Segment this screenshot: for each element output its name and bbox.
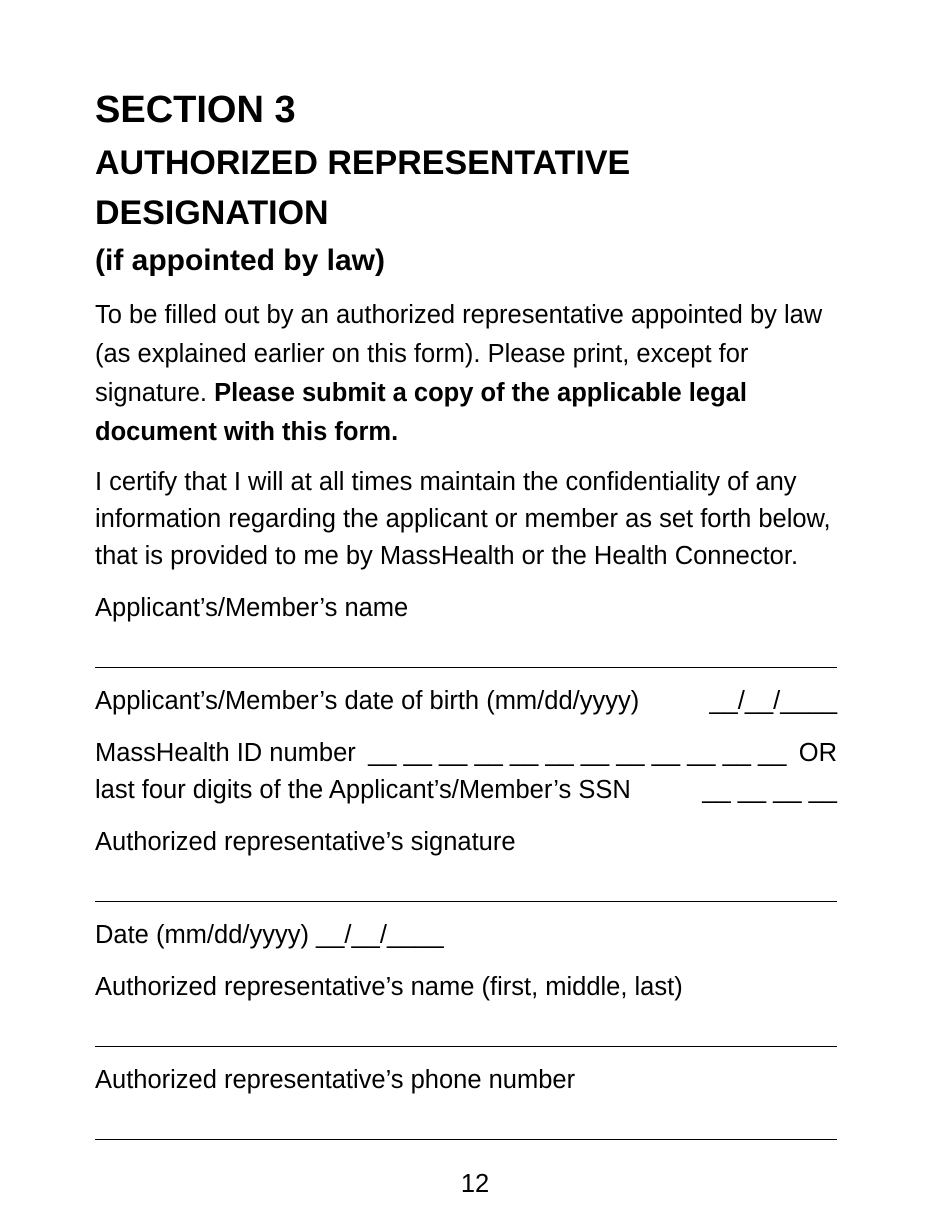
date-label: Date (mm/dd/yyyy) — [95, 921, 309, 949]
date-input-blank[interactable]: __/__/____ — [316, 921, 444, 949]
ssn-input-blank[interactable]: __ __ __ __ — [702, 776, 837, 804]
rep-phone-label: Authorized representative’s phone number — [95, 1066, 576, 1094]
member-name-input-line[interactable] — [95, 627, 837, 668]
masshealth-id-input-blank[interactable]: __ __ __ __ __ __ __ __ __ __ __ __ — [368, 739, 787, 767]
signature-input-line[interactable] — [95, 861, 837, 902]
masshealth-id-label: MassHealth ID number — [95, 739, 356, 767]
rep-name-field — [95, 968, 837, 1047]
signature-field — [95, 823, 837, 902]
ssn-label: last four digits of the Applicant’s/Member’s SSN — [95, 776, 631, 804]
date-field — [95, 916, 837, 954]
or-text: OR — [798, 739, 837, 767]
dob-input-blank[interactable]: __/__/____ — [709, 687, 837, 715]
page-number: 12 — [460, 1170, 490, 1198]
rep-name-label: Authorized representative’s name (first, middle, last) — [95, 973, 683, 1001]
dob-label: Applicant’s/Member’s date of birth (mm/dd/yyyy) — [95, 687, 640, 715]
member-name-field — [95, 589, 837, 668]
dob-field — [95, 682, 837, 720]
rep-phone-input-line[interactable] — [95, 1099, 837, 1140]
ssn-row — [95, 771, 837, 809]
section-title: AUTHORIZED REPRESENTATIVE DESIGNATION — [95, 144, 631, 232]
member-name-label: Applicant’s/Member’s name — [95, 594, 409, 622]
masshealth-id-row — [95, 734, 837, 772]
section-heading: SECTION 3 — [95, 89, 296, 131]
id-field — [95, 734, 837, 809]
form-section — [95, 88, 837, 1140]
rep-phone-field — [95, 1061, 837, 1140]
certification-paragraph: I certify that I will at all times maintain the confidentiality of any information regarding the applicant or member as set forth below, that is provided to me by MassHealth or the Health Connector. — [95, 468, 831, 570]
intro-bold-text: Please submit a copy of the applicable legal document with this form. — [95, 379, 747, 446]
intro-text: To be filled out by an authorized representative appointed by law (as explained earlier on this form). Please print, except for signature. — [95, 301, 823, 407]
section-subtitle: (if appointed by law) — [95, 244, 385, 277]
rep-name-input-line[interactable] — [95, 1006, 837, 1047]
intro-paragraph — [95, 296, 837, 452]
signature-label: Authorized representative’s signature — [95, 828, 516, 856]
